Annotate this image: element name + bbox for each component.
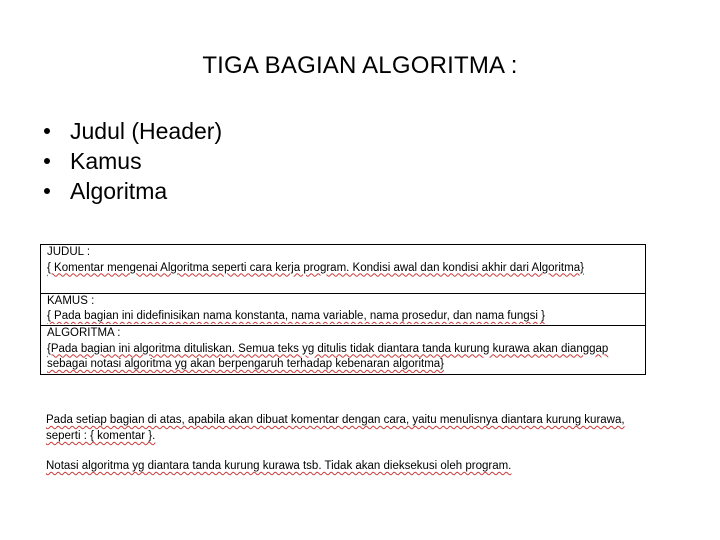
section-text: { Pada bagian ini didefinisikan nama konstanta, nama variable, nama prosedur, dan nama fungsi } [47,310,546,322]
section-kamus [41,293,645,326]
bullet-item-kamus [44,146,222,176]
algorithm-structure-table [40,244,646,375]
slide-title: TIGA BAGIAN ALGORITMA : [202,52,518,79]
bullet-label: Kamus [70,148,142,174]
section-label: ALGORITMA : [47,327,121,339]
notes-block [46,412,646,474]
section-judul [41,245,645,293]
section-text: { Komentar mengenai Algoritma seperti cara kerja program. Kondisi awal dan kondisi akhir dari Algoritma} [47,261,584,274]
section-label: JUDUL : [47,246,91,258]
note-paragraph-execution: Notasi algoritma yg diantara tanda kurung kurawa tsb. Tidak akan dieksekusi oleh program. [46,460,512,472]
bullet-dot-icon [44,188,50,194]
section-label: KAMUS : [47,294,95,307]
bullet-label: Algoritma [70,178,168,204]
bullet-label: Judul (Header) [70,118,223,144]
bullet-dot-icon [44,128,50,134]
bullet-dot-icon [44,158,50,164]
bullet-item-algoritma [44,176,222,206]
note-paragraph-comment: Pada setiap bagian di atas, apabila akan dibuat komentar dengan cara, yaitu menulisnya diantara kurung kurawa, seperti : { komentar }. [46,414,625,442]
section-text: {Pada bagian ini algoritma dituliskan. Semua teks yg ditulis tidak diantara tanda kurung kurawa akan dianggap sebagai notasi algoritma yg akan berpengaruh terhadap kebenaran algoritma} [47,342,609,370]
bullet-item-judul [44,116,222,146]
bullet-list [44,116,222,206]
section-algoritma [41,325,645,374]
